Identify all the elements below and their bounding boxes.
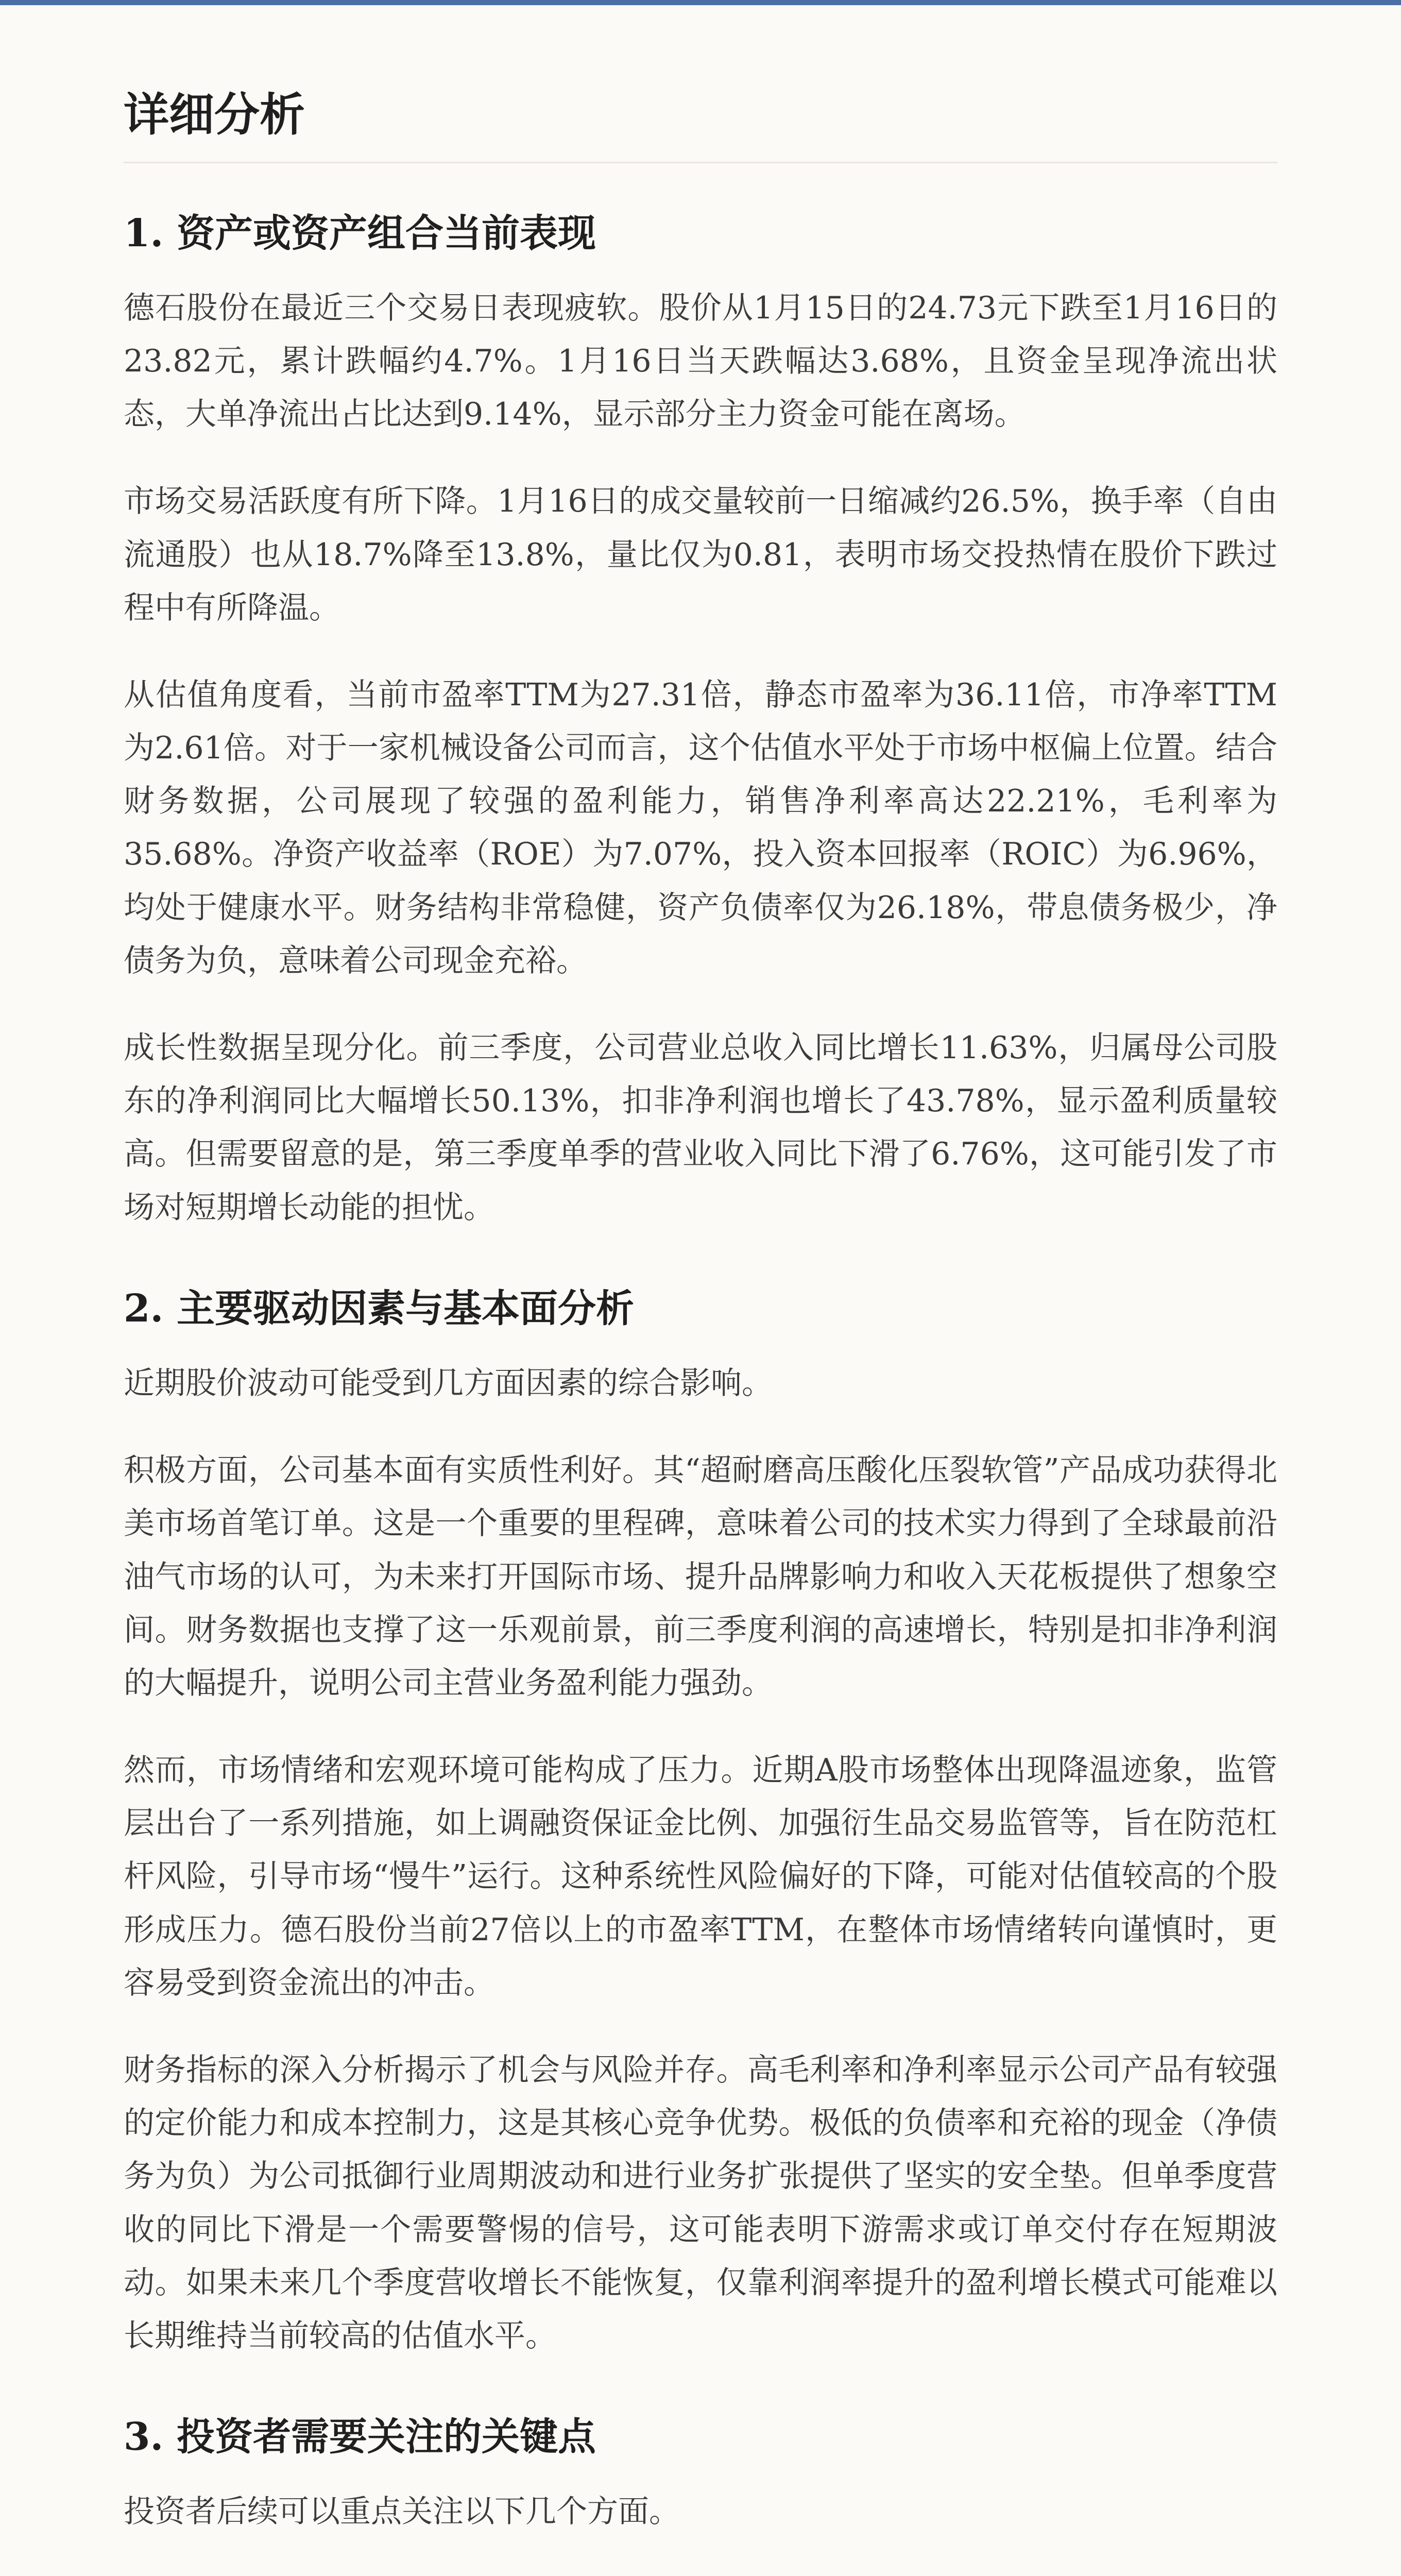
section-heading: 1. 资产或资产组合当前表现	[124, 211, 596, 256]
section-heading: 2. 主要驱动因素与基本面分析	[124, 1286, 635, 1331]
section-key-points	[124, 2412, 1277, 2576]
paragraph: 德石股份在最近三个交易日表现疲软。股价从1月15日的24.73元下跌至1月16日的23.82元，累计跌幅约4.7%。1月16日当天跌幅达3.68%，且资金呈现净流出状态，大单净流出占比达到9.14%，显示部分主力资金可能在离场。	[124, 290, 1277, 433]
paragraph: 财务指标的深入分析揭示了机会与风险并存。高毛利率和净利率显示公司产品有较强的定价能力和成本控制力，这是其核心竞争优势。极低的负债率和充裕的现金（净债务为负）为公司抵御行业周期波动和进行业务扩张提供了坚实的安全垫。但单季度营收的同比下滑是一个需要警惕的信号，这可能表明下游需求或订单交付存在短期波动。如果未来几个季度营收增长不能恢复，仅靠利润率提升的盈利增长模式可能难以长期维持当前较高的估值水平。	[124, 2052, 1277, 2354]
paragraph: 从估值角度看，当前市盈率TTM为27.31倍，静态市盈率为36.11倍，市净率TTM为2.61倍。对于一家机械设备公司而言，这个估值水平处于市场中枢偏上位置。结合财务数据，公司展现了较强的盈利能力，销售净利率高达22.21%，毛利率为35.68%。净资产收益率（ROE）为7.07%，投入资本回报率（ROIC）为6.96%，均处于健康水平。财务结构非常稳健，资产负债率仅为26.18%，带息债务极少，净债务为负，意味着公司现金充裕。	[124, 676, 1277, 979]
page-title: 详细分析	[124, 88, 1277, 163]
paragraph	[124, 2573, 1277, 2576]
paragraph: 然而，市场情绪和宏观环境可能构成了压力。近期A股市场整体出现降温迹象，监管层出台了一系列措施，如上调融资保证金比例、加强衍生品交易监管等，旨在防范杠杆风险，引导市场“慢牛”运行。这种系统性风险偏好的下降，可能对估值较高的个股形成压力。德石股份当前27倍以上的市盈率TTM，在整体市场情绪转向谨慎时，更容易受到资金流出的冲击。	[124, 1752, 1277, 2001]
paragraph: 市场交易活跃度有所下降。1月16日的成交量较前一日缩减约26.5%，换手率（自由流通股）也从18.7%降至13.8%，量比仅为0.81，表明市场交投热情在股价下跌过程中有所降温。	[124, 483, 1277, 626]
section-heading: 3. 投资者需要关注的关键点	[124, 2415, 596, 2460]
paragraph: 积极方面，公司基本面有实质性利好。其“超耐磨高压酸化压裂软管”产品成功获得北美市场首笔订单。这是一个重要的里程碑，意味着公司的技术实力得到了全球最前沿油气市场的认可，为未来打开国际市场、提升品牌影响力和收入天花板提供了想象空间。财务数据也支撑了这一乐观前景，前三季度利润的高速增长，特别是扣非净利润的大幅提升，说明公司主营业务盈利能力强劲。	[124, 1452, 1277, 1701]
paragraph: 近期股价波动可能受到几方面因素的综合影响。	[124, 1365, 773, 1401]
section-current-performance	[124, 209, 1277, 1234]
paragraph: 成长性数据呈现分化。前三季度，公司营业总收入同比增长11.63%，归属母公司股东的净利润同比大幅增长50.13%，扣非净利润也增长了43.78%，显示盈利质量较高。但需要留意的是，第三季度单季的营业收入同比下滑了6.76%，这可能引发了市场对短期增长动能的担忧。	[124, 1030, 1277, 1226]
paragraph: 投资者后续可以重点关注以下几个方面。	[124, 2494, 680, 2530]
section-drivers-fundamentals	[124, 1284, 1277, 2363]
top-accent-bar	[0, 0, 1401, 5]
analysis-article	[124, 88, 1277, 2576]
